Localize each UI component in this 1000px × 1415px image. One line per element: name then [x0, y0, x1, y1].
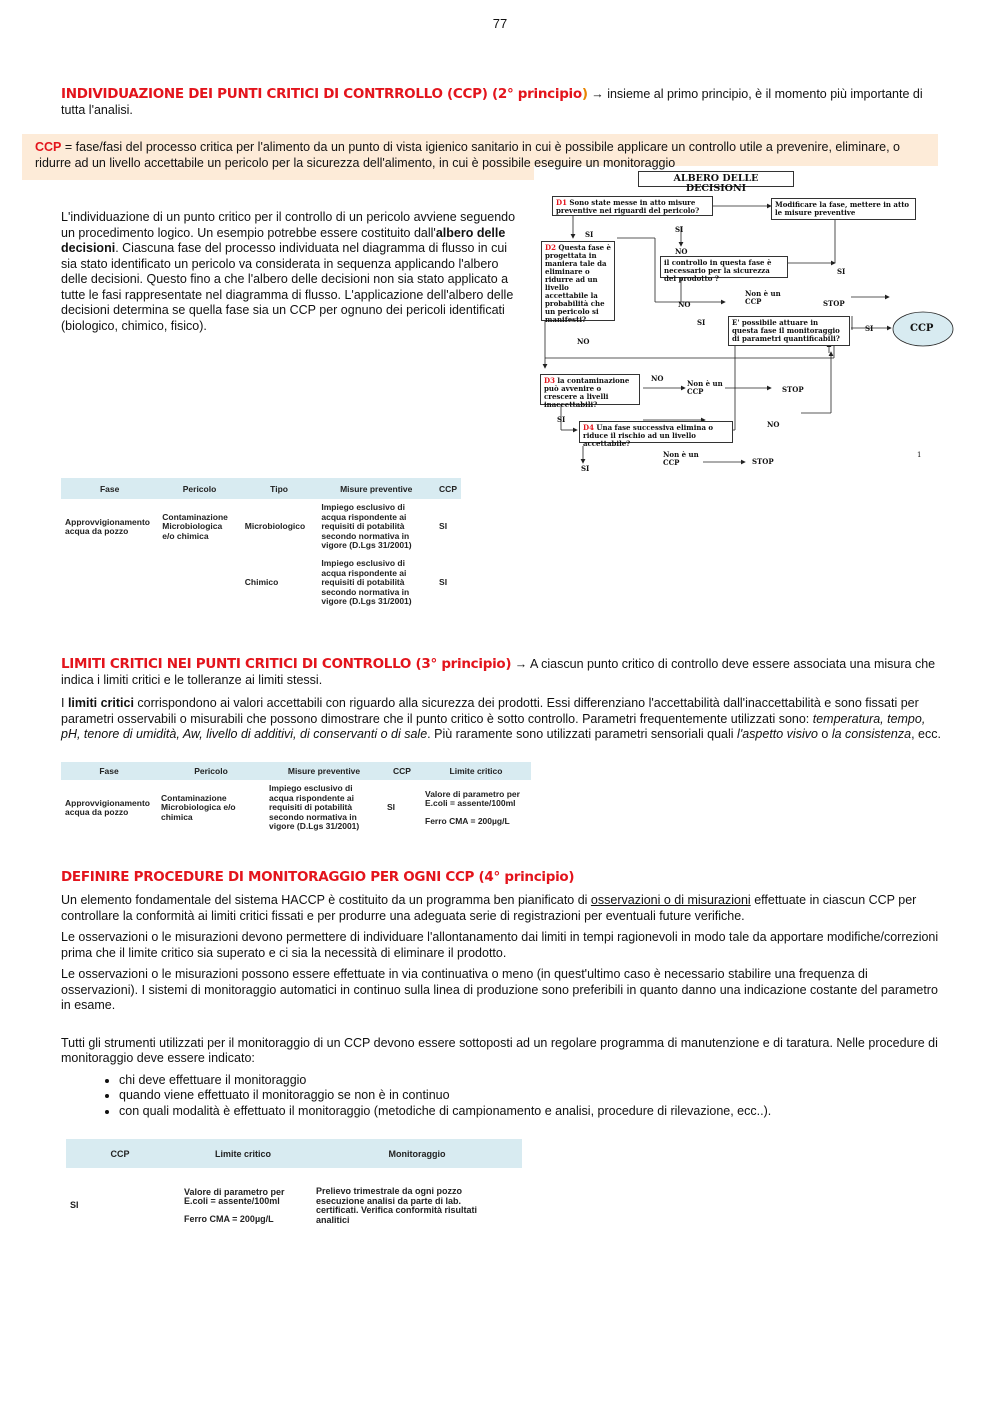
monitoring-table: [66, 1139, 522, 1244]
table-cell: Contaminazione Microbiologica e/o chimica: [161, 792, 236, 822]
ccp-definition-text: = fase/fasi del processo critica per l'alimento da un punto di vista igienico sanitario in cui è possibile applicare un controllo utile a prevenire, eliminare, o ridurre ad un livello accettabile un pericolo per la sicurezza dell'alimento, in cui è possibile eseguire un monitoraggio: [35, 140, 901, 170]
table-header: Fase: [61, 478, 158, 499]
section2-intro: A ciascun punto critico di controllo deve essere associata una misura che indica i limiti critici e le tolleranze ai limiti stessi.: [61, 657, 936, 687]
section3-paragraph: Le osservazioni o le misurazioni devono permettere di individuare l'allontanamento dai limiti in tempi ragionevoli in modo tale da apportare modifiche/correzioni prima che il limite critico sia superato e ci sia la necessità di eliminare il prodotto.: [61, 930, 939, 960]
table-header: CCP: [435, 478, 461, 499]
table-row: [61, 780, 531, 836]
section1-intro: insieme al primo principio, è il momento più importante di tutta l'analisi.: [61, 87, 923, 117]
table-header: Limite critico: [421, 762, 531, 780]
tree-node-d2: D2 Questa fase è progettata in maniera tale da eliminare o ridurre ad un livello accettabile la probabilità che un pericolo si manifesti?: [541, 241, 615, 321]
table-row: [66, 1168, 522, 1244]
label-stop: STOP: [823, 299, 845, 308]
page-number: 77: [492, 16, 508, 31]
label-no: NO: [675, 247, 688, 256]
table-row: [61, 555, 461, 611]
decision-tree-title: ALBERO DELLE DECISIONI: [638, 171, 794, 187]
table-row: [61, 499, 461, 555]
label-no: NO: [577, 337, 590, 346]
section3-body: [61, 893, 941, 1119]
section2-paragraph: I limiti critici corrispondono ai valori accettabili con riguardo alla sicurezza dei prodotti. Essi differenziano l'accettabilità dall'inaccettabilità e sono fissati per parametri osservabili o misurabili che possono dimostrare che il punto critico è sotto controllo. Parametri frequentemente utilizzati sono: temperatura, tempo, pH, tenore di umidità, Aw, livello di additivi, di conservanti o di sale. Più raramente sono utilizzati parametri sensoriali quali l'aspetto visivo o la consistenza, ecc.: [61, 696, 941, 741]
list-item: • quando viene effettuato il monitoraggio se non è in continuo: [119, 1088, 941, 1104]
table-header: Misure preventive: [265, 762, 383, 780]
decision-tree: [535, 168, 955, 478]
bullet-list: [59, 1073, 941, 1120]
table-cell: Approvvigionamento acqua da pozzo: [65, 516, 151, 536]
section1-heading: INDIVIDUAZIONE DEI PUNTI CRITICI DI CONTRROLLO (CCP) (2° principio): [61, 86, 588, 102]
table-header: CCP: [66, 1139, 174, 1168]
tree-node-d1: D1 Sono state messe in atto misure preventive nei riguardi del pericolo?: [552, 196, 713, 216]
tree-node-ccp: CCP: [910, 323, 934, 334]
table-header: Pericolo: [158, 478, 241, 499]
table-header: Limite critico: [174, 1139, 312, 1168]
label-no: NO: [651, 374, 664, 383]
label-si: SI: [837, 267, 846, 276]
table-cell: Valore di parametro per E.coli = assente/100ml Ferro CMA = 200µg/L: [184, 1186, 285, 1224]
tree-node-d3: D3 la contaminazione può avvenire o crescere a livelli inaccettabili?: [540, 374, 640, 405]
tree-node-d4: D4 Una fase successiva elimina o riduce il rischio ad un livello accettabile?: [579, 421, 733, 443]
tree-node-control: il controllo in questa fase è necessario per la sicurezza del prodotto ?: [660, 256, 788, 278]
label-si: SI: [557, 415, 566, 424]
label-not-ccp: Non è un CCP: [663, 450, 699, 467]
table-cell: SI: [387, 802, 396, 813]
label-stop: STOP: [752, 457, 774, 466]
decision-tree-term: albero delle decisioni: [61, 225, 506, 255]
table-cell: Valore di parametro per E.coli = assente/100ml Ferro CMA = 200µg/L: [425, 788, 520, 826]
list-item: • con quali modalità è effettuato il monitoraggio (metodiche di campionamento e analisi, procedure di rilevazione, ecc..).: [119, 1104, 941, 1120]
list-item: • chi deve effettuare il monitoraggio: [119, 1073, 941, 1089]
table-cell: Impiego esclusivo di acqua rispondente ai requisiti di potabilità secondo normativa in vigore (D.Lgs 31/2001): [321, 502, 412, 551]
arrow-icon: →: [591, 87, 604, 101]
table-header: Pericolo: [157, 762, 265, 780]
table-cell: Contaminazione Microbiologica e/o chimica: [162, 511, 228, 541]
section2-heading-block: [61, 657, 941, 688]
arrow-icon: →: [514, 657, 528, 671]
table-cell: Impiego esclusivo di acqua rispondente ai requisiti di potabilità secondo normativa in vigore (D.Lgs 31/2001): [269, 783, 360, 832]
table-header: Monitoraggio: [312, 1139, 522, 1168]
table-header: Tipo: [241, 478, 318, 499]
label-not-ccp: Non è un CCP: [687, 379, 723, 396]
table-cell: Approvvigionamento acqua da pozzo: [65, 797, 151, 817]
section3-heading: DEFINIRE PROCEDURE DI MONITORAGGIO PER OGNI CCP (4° principio): [61, 869, 575, 885]
section3-paragraph: Tutti gli strumenti utilizzati per il monitoraggio di un CCP devono essere sottoposti ad un regolare programma di manutenzione e di taratura. Nelle procedure di monitoraggio deve essere indicato:: [61, 1035, 938, 1065]
table-cell: Prelievo trimestrale da ogni pozzo esecuzione analisi da parte di lab. certificati. Verifica conformità risultati analitici: [316, 1186, 478, 1225]
table-header: Fase: [61, 762, 157, 780]
label-si: SI: [865, 324, 874, 333]
table-cell: Impiego esclusivo di acqua rispondente ai requisiti di potabilità secondo normativa in vigore (D.Lgs 31/2001): [321, 558, 412, 607]
label-no: NO: [678, 300, 691, 309]
section2-heading: LIMITI CRITICI NEI PUNTI CRITICI DI CONTROLLO (3° principio): [61, 656, 512, 672]
tree-node-modify: Modificare la fase, mettere in atto le misure preventive: [771, 198, 916, 220]
critical-limits-table: [61, 762, 531, 836]
table-cell: Microbiologico: [244, 521, 306, 532]
ccp-term: CCP: [35, 140, 62, 154]
label-not-ccp: Non è un CCP: [745, 289, 781, 306]
table-header: CCP: [383, 762, 421, 780]
table-cell: SI: [439, 577, 448, 588]
table-header: Misure preventive: [317, 478, 435, 499]
hazard-table: [61, 478, 461, 611]
section1-heading-block: [61, 87, 941, 118]
label-si: SI: [697, 318, 706, 327]
label-si: SI: [675, 225, 684, 234]
section3-paragraph: Le osservazioni o le misurazioni possono essere effettuate in via continuativa o meno (in quest'ultimo caso è necessario stabilire una frequenza di osservazioni). I sistemi di monitoraggio automatici in continuo sulla linea di produzione sono preferibili in quanto danno una indicazione costante del parametro in esame.: [61, 967, 938, 1012]
table-cell: SI: [70, 1200, 79, 1211]
table-cell: Chimico: [244, 577, 279, 588]
section3-paragraph: Un elemento fondamentale del sistema HACCP è costituito da un programma ben pianificato di osservazioni o di misurazioni effettuate in ciascun CCP per controllare la conformità ai limiti critici fissati e per produrre una adeguata serie di registrazioni per eventuali future verifiche.: [61, 893, 917, 923]
section1-paragraph: L'individuazione di un punto critico per il controllo di un pericolo avviene seguendo un procedimento logico. Un esempio potrebbe essere costituito dall'albero delle decisioni. Ciascuna fase del processo individuata nel diagramma di flusso in cui sia stato identificato un pericolo va considerata in sequenza applicando l'albero delle decisioni. Questo fino a che l'albero delle decisioni non sia stato applicato a tutte le fasi rappresentate nel diagramma di flusso. L'applicazione dell'albero delle decisioni determina se quella fase sia un CCP per ognuno dei pericoli identificati (biologico, chimico, fisico).: [61, 210, 516, 333]
label-si: SI: [581, 464, 590, 473]
ccp-definition: [35, 140, 935, 171]
table-cell: SI: [439, 521, 448, 532]
label-si: SI: [585, 230, 594, 239]
critical-limits-term: limiti critici: [67, 696, 134, 710]
label-stop: STOP: [782, 385, 804, 394]
label-no: NO: [767, 420, 780, 429]
tree-node-monitor: E' possibile attuare in questa fase il monitoraggio di parametri quantificabili?: [728, 316, 850, 346]
tree-page-mark: 1: [917, 451, 922, 459]
